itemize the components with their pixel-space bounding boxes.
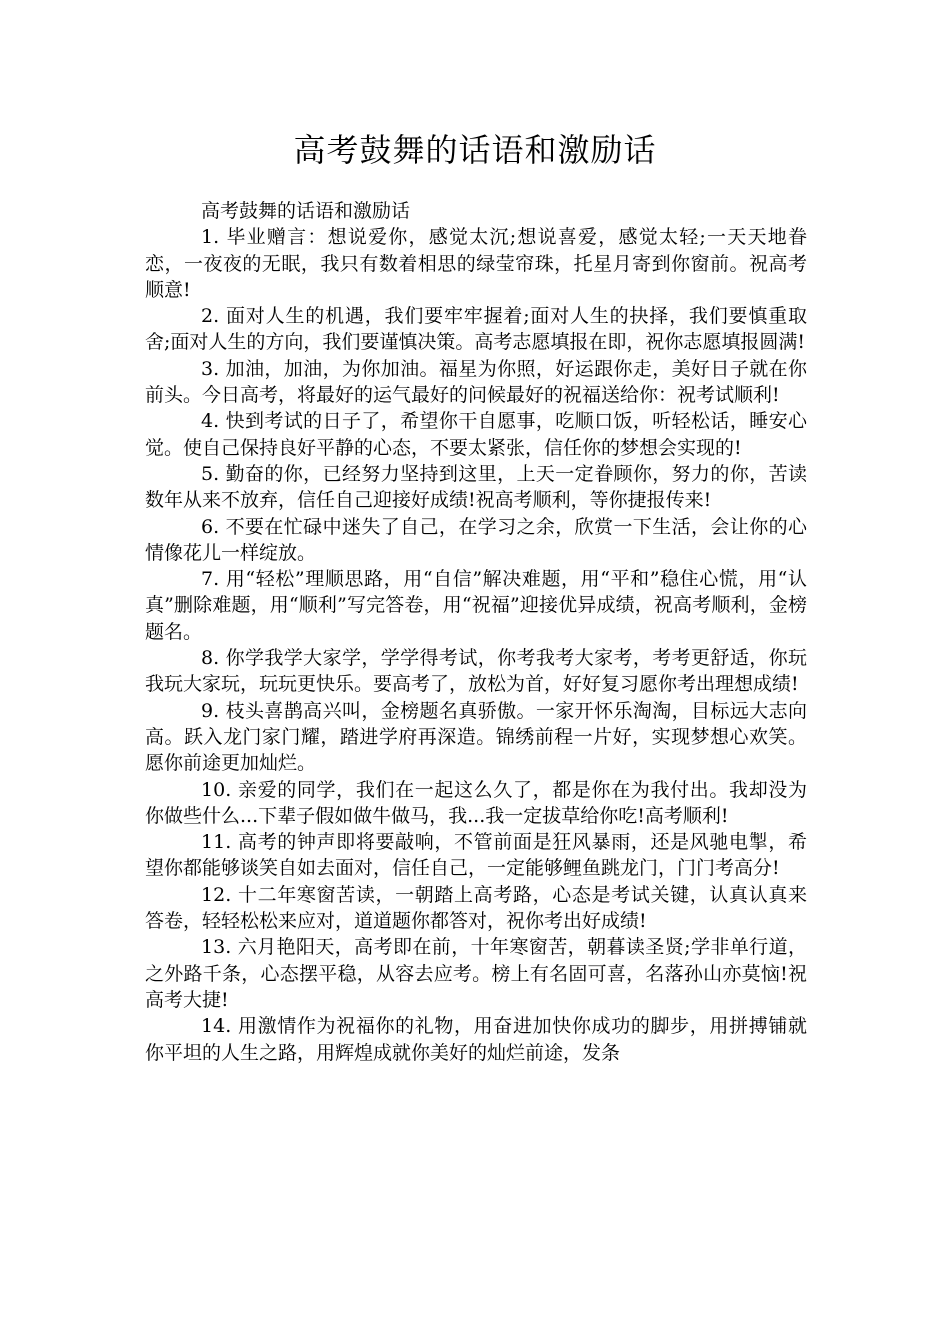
paragraph-10: 10. 亲爱的同学，我们在一起这么久了，都是你在为我付出。我却没为你做些什么...下辈子假如做牛做马，我...我一定拔草给你吃!高考顺利! (145, 778, 807, 827)
paragraph-1: 1. 毕业赠言：想说爱你，感觉太沉;想说喜爱，感觉太轻;一天天地眷恋，一夜夜的无眠，我只有数着相思的绿莹帘珠，托星月寄到你窗前。祝高考顺意! (145, 226, 807, 301)
paragraph-7: 7. 用“轻松”理顺思路，用“自信”解决难题，用“平和”稳住心慌，用“认真”删除难题，用“顺利”写完答卷，用“祝福”迎接优异成绩，祝高考顺利，金榜题名。 (145, 568, 807, 643)
document-title: 高考鼓舞的话语和激励话 (293, 131, 657, 169)
paragraph-3: 3. 加油，加油，为你加油。福星为你照，好运跟你走，美好日子就在你前头。今日高考，将最好的运气最好的问候最好的祝福送给你：祝考试顺利! (145, 357, 807, 407)
paragraph-12: 12. 十二年寒窗苦读，一朝踏上高考路，心态是考试关键，认真认真来答卷，轻轻松松来应对，道道题你都答对，祝你考出好成绩! (145, 883, 807, 933)
document-body (145, 198, 807, 1066)
paragraph-13: 13. 六月艳阳天，高考即在前，十年寒窗苦，朝暮读圣贤;学非单行道，之外路千条，心态摆平稳，从容去应考。榜上有名固可喜，名落孙山亦莫恼!祝高考大捷! (145, 936, 807, 1011)
document-subtitle: 高考鼓舞的话语和激励话 (201, 200, 411, 222)
paragraph-14: 14. 用激情作为祝福你的礼物，用奋进加快你成功的脚步，用拼搏铺就你平坦的人生之路，用辉煌成就你美好的灿烂前途，发条 (145, 1015, 807, 1064)
paragraph-2: 2. 面对人生的机遇，我们要牢牢握着;面对人生的抉择，我们要慎重取舍;面对人生的方向，我们要谨慎决策。高考志愿填报在即，祝你志愿填报圆满! (145, 305, 807, 354)
paragraph-11: 11. 高考的钟声即将要敲响，不管前面是狂风暴雨，还是风驰电掣，希望你都能够谈笑自如去面对，信任自己，一定能够鲤鱼跳龙门，门门考高分! (145, 831, 807, 880)
paragraph-6: 6. 不要在忙碌中迷失了自己，在学习之余，欣赏一下生活，会让你的心情像花儿一样绽放。 (145, 515, 807, 564)
paragraph-4: 4. 快到考试的日子了，希望你干自愿事，吃顺口饭，听轻松话，睡安心觉。使自己保持良好平静的心态，不要太紧张，信任你的梦想会实现的! (145, 410, 807, 459)
paragraph-5: 5. 勤奋的你，已经努力坚持到这里，上天一定眷顾你，努力的你，苦读数年从来不放弃，信任自己迎接好成绩!祝高考顺利，等你捷报传来! (145, 462, 807, 512)
paragraph-8: 8. 你学我学大家学，学学得考试，你考我考大家考，考考更舒适，你玩我玩大家玩，玩玩更快乐。要高考了，放松为首，好好复习愿你考出理想成绩! (145, 647, 807, 696)
paragraph-9: 9. 枝头喜鹊高兴叫，金榜题名真骄傲。一家开怀乐淘淘，目标远大志向高。跃入龙门家门耀，踏进学府再深造。锦绣前程一片好，实现梦想心欢笑。愿你前途更加灿烂。 (145, 699, 807, 775)
